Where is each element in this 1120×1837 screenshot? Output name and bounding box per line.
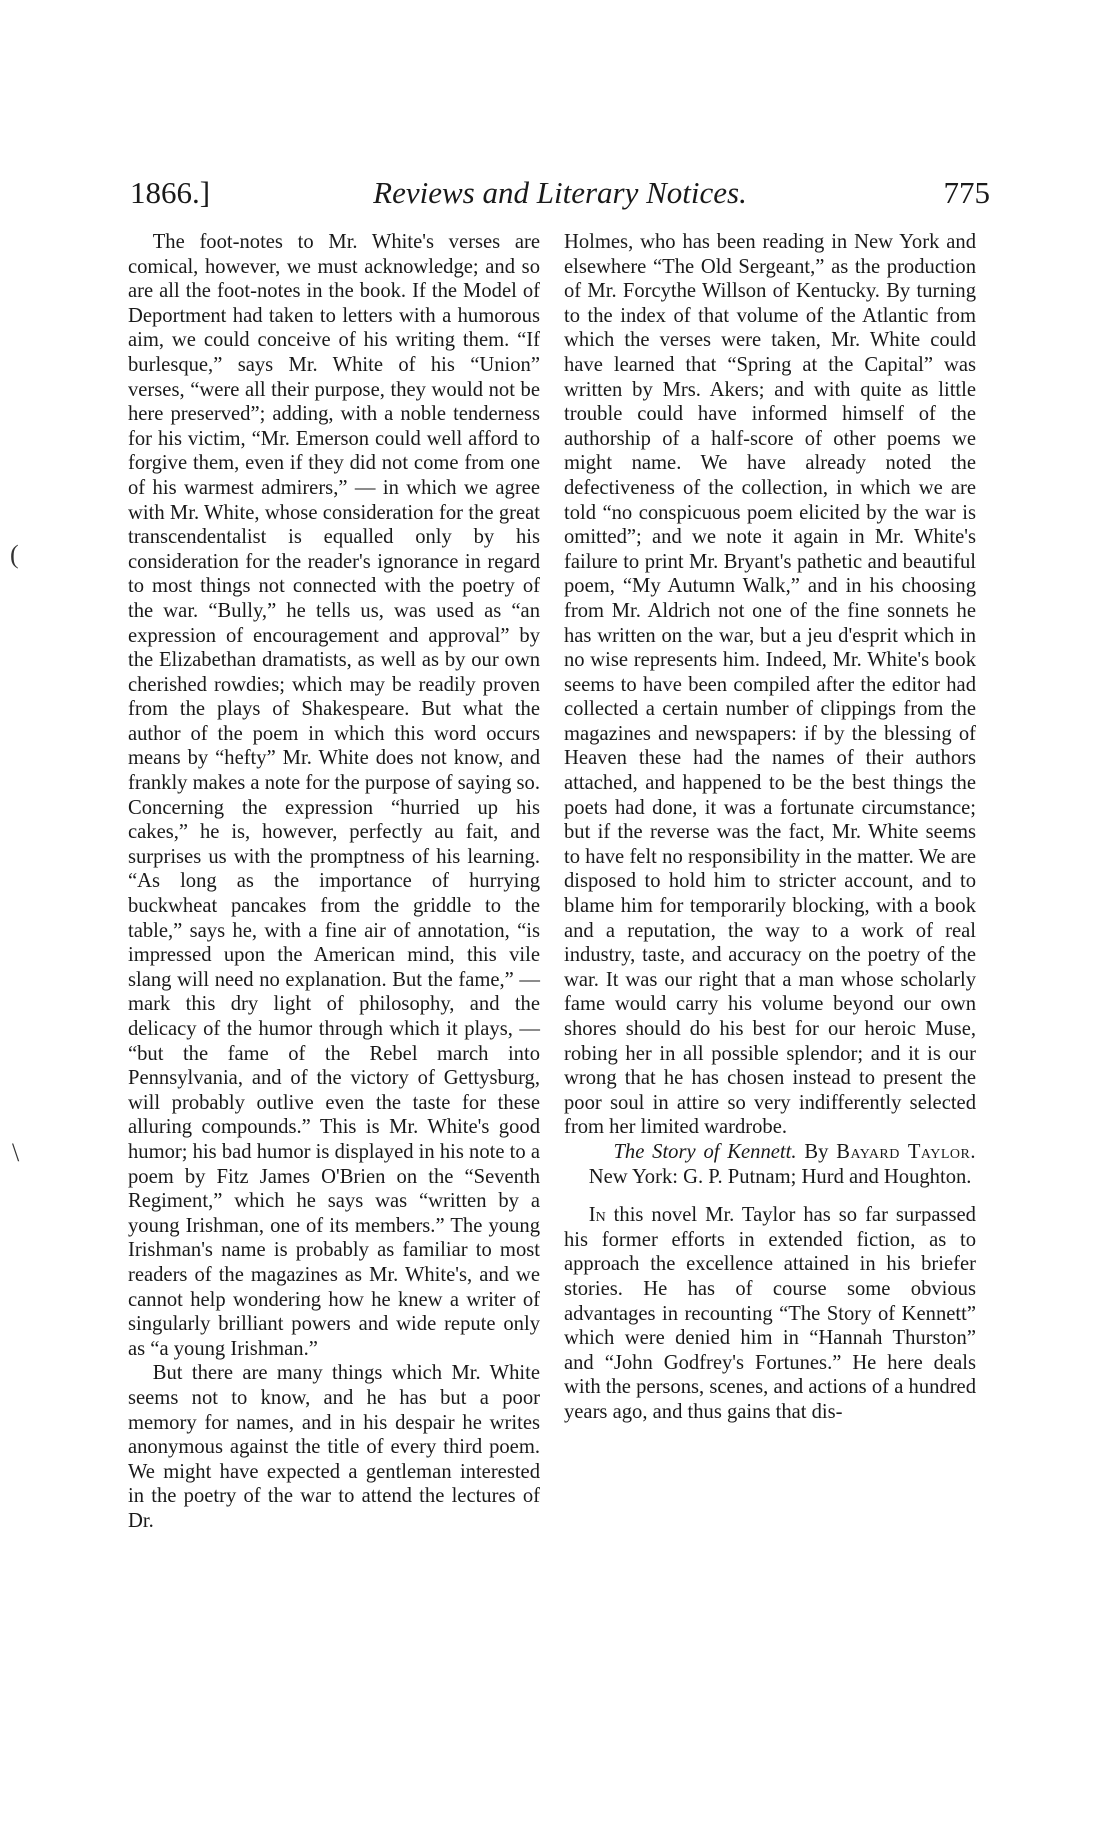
book-title: The Story of Kennett. <box>613 1140 797 1163</box>
margin-mark: ( <box>10 540 19 569</box>
paragraph: But there are many things which Mr. White seems not to know, and he has but a poor memory for names, and in his despair he writes anonymous against the title of every third poem. We might have expected a gentleman interested in the poetry of the war to attend the lectures of Dr. <box>128 1362 540 1532</box>
book-by: By <box>804 1140 829 1163</box>
paragraph-initial: In <box>588 1204 606 1227</box>
book-publisher: New York: G. P. Putnam; Hurd and Houghton. <box>588 1165 972 1188</box>
paragraph-text: this novel Mr. Taylor has so far surpassed his former efforts in extended fiction, as to approach the excellence attained in his briefer stories. He has of course some obvious advantages in recounting “The Story of Kennett” which were denied him in “Hannah Thurston” and “John Godfrey's Fortunes.” He here deals with the persons, scenes, and actions of a hundred years ago, and thus gains that dis- <box>564 1204 976 1423</box>
book-author: Bayard Taylor. <box>836 1140 976 1163</box>
book-notice-heading <box>564 1140 976 1189</box>
paragraph <box>564 1203 976 1424</box>
page-header <box>130 175 990 219</box>
margin-mark: \ <box>12 1138 20 1167</box>
page-number: 775 <box>943 175 990 210</box>
paragraph: Holmes, who has been reading in New York and elsewhere “The Old Sergeant,” as the production of Mr. Forcythe Willson of Kentucky. By turning to the index of that volume of the Atlantic from which the verses were taken, Mr. White could have learned that “Spring at the Capital” was written by Mrs. Akers; and with quite as little trouble could have informed himself of the authorship of a half-score of other poems we might name. We have already noted the defectiveness of the collection, in which we are told “no conspicuous poem elicited by the war is omitted”; and we note it again in Mr. White's failure to print Mr. Bryant's pathetic and beautiful poem, “My Autumn Walk,” and in his choosing from Mr. Aldrich not one of the fine sonnets he has written on the war, but a jeu d'esprit which in no wise represents him. Indeed, Mr. White's book seems to have been compiled after the editor had collected a certain number of clippings from the magazines and newspapers: if by the blessing of Heaven these had the names of their authors attached, and happened to be the best things the poets had done, it was a fortunate circumstance; but if the reverse was the fact, Mr. White seems to have felt no responsibility in the matter. We are disposed to hold him to stricter account, and to blame him for temporarily blocking, with a book and a reputation, the way to a work of real industry, taste, and accuracy on the poetry of the war. It was our right that a man whose scholarly fame would carry his volume beyond our own shores should do his best for our heroic Muse, robing her in all possible splendor; and it is our wrong that he has chosen instead to present the poor soul in attire so very indifferently selected from her limited wardrobe. <box>564 231 976 1139</box>
running-title: Reviews and Literary Notices. <box>373 175 747 210</box>
right-column <box>564 230 976 1425</box>
header-year: 1866.] <box>130 175 211 210</box>
paragraph: The foot-notes to Mr. White's verses are comical, however, we must acknowledge; and so are all the foot-notes in the book. If the Model of Deportment had taken to letters with a humorous aim, we could conceive of his writing them. “If burlesque,” says Mr. White of his “Union” verses, “were all their purpose, they would not be here preserved”; adding, with a noble tenderness for his victim, “Mr. Emerson could well afford to forgive them, even if they did not come from one of his warmest admirers,” — in which we agree with Mr. White, whose consideration for the great transcendentalist is equalled only by his consideration for the reader's ignorance in regard to most things not connected with the poetry of the war. “Bully,” he tells us, was used as “an expression of encouragement and approval” by the Elizabethan dramatists, as well as by our own cherished rowdies; which may be readily proven from the plays of Shakespeare. But what the author of the poem in which this word occurs means by “hefty” Mr. White does not know, and frankly makes a note for the purpose of saying so. Concerning the expression “hurried up his cakes,” he is, however, perfectly au fait, and surprises us with the promptness of his learning. “As long as the importance of hurrying buckwheat pancakes from the griddle to the table,” says he, with a fine air of annotation, “is impressed upon the American mind, this vile slang will need no explanation. But the fame,” — mark this dry light of philosophy, and the delicacy of the humor through which it plays, — “but the fame of the Rebel march into Pennsylvania, and of the victory of Gettysburg, will probably outlive even the taste for these alluring compounds.” This is Mr. White's good humor; his bad humor is displayed in his note to a poem by Fitz James O'Brien on the “Seventh Regiment,” which he says was “written by a young Irishman, one of its members.” The young Irishman's name is probably as familiar to most readers of the magazines as Mr. White's, and we cannot help wondering how he knew a writer of singularly brilliant powers and wide repute only as “a young Irishman.” <box>128 231 540 1360</box>
left-column <box>128 230 540 1533</box>
